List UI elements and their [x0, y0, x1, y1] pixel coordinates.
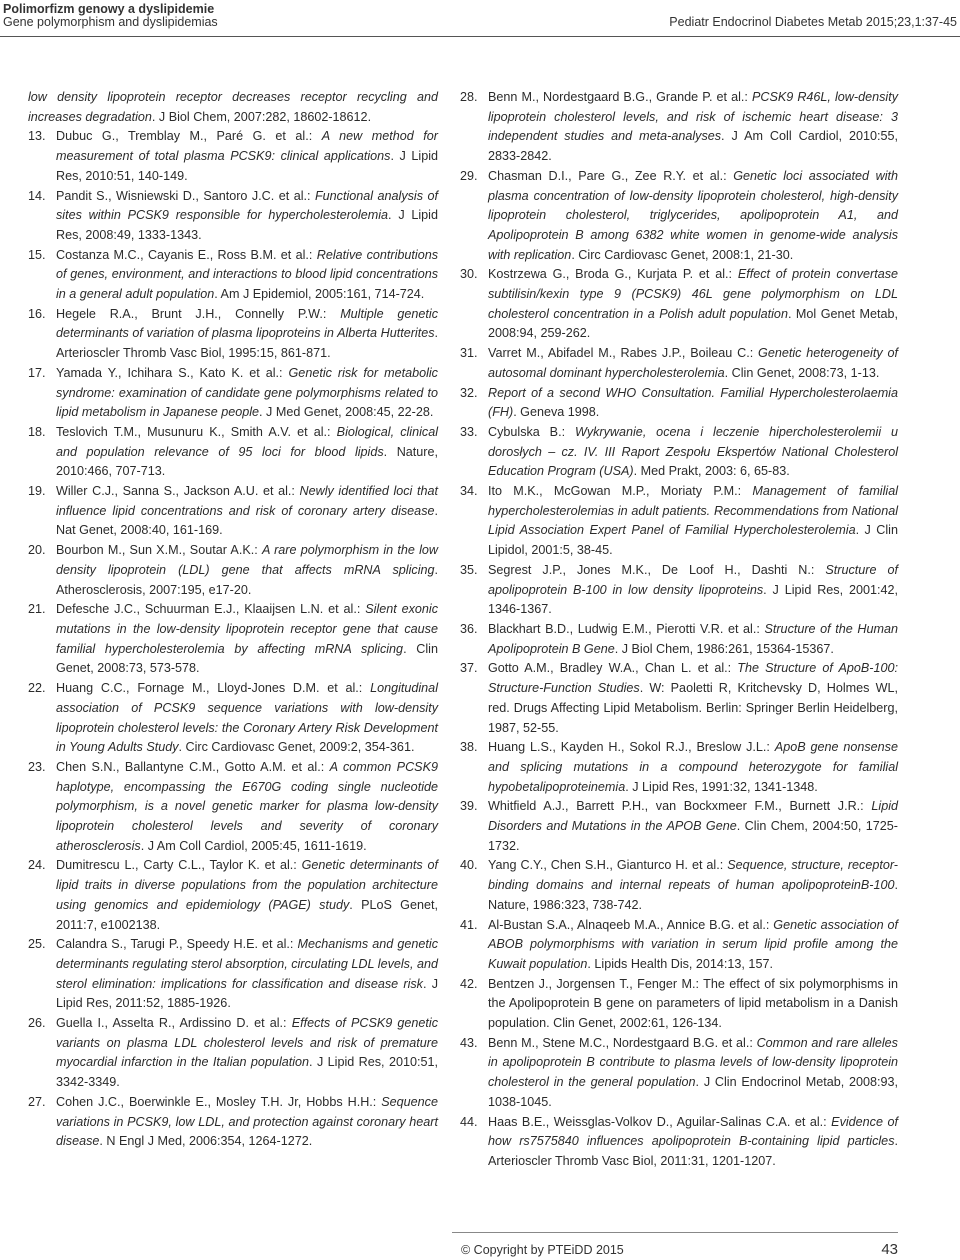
reference-item	[460, 344, 898, 383]
reference-authors: Bentzen J., Jorgensen T., Fenger M.: The effect of six polymorphisms in the Apolipoprotein B gene on parameters of lipid metabolism in a Danish population. Clin Genet, 2002:61, 126-134.	[488, 976, 898, 1031]
reference-number: 17.	[28, 365, 46, 380]
reference-source: . Geneva 1998.	[513, 405, 600, 420]
reference-authors: Al-Bustan S.A., Alnaqeeb M.A., Annice B.G. et al.:	[488, 917, 774, 932]
reference-title: Evidence of how rs7575840 influences apolipoprotein B-containing lipid particles	[488, 1114, 898, 1149]
reference-title: Sequence variations in PCSK9, low LDL, and protection against coronary heart disease	[56, 1094, 438, 1149]
reference-authors: Segrest J.P., Jones M.K., De Loof H., Dashti N.:	[488, 562, 826, 577]
reference-source: . J Lipid Res, 2008:49, 1333-1343.	[56, 208, 438, 242]
reference-source: . Am J Epidemiol, 2005:161, 714-724.	[214, 287, 425, 302]
reference-item	[460, 975, 898, 1034]
reference-number: 40.	[460, 858, 478, 873]
reference-title: PCSK9 R46L, low-density lipoprotein cholesterol levels, and risk of ischemic heart disease: 3 independent studies and meta-analyses	[488, 90, 898, 144]
reference-source: . Mol Genet Metab, 2008:94, 259-262.	[488, 306, 898, 341]
reference-source: . Circ Cardiovasc Genet, 2009:2, 354-361.	[178, 740, 415, 755]
reference-title: Relative contributions of genes, environment, and interactions to blood lipid concentrations in a general adult population	[56, 247, 439, 302]
reference-title: Genetic risk for metabolic syndrome: examination of candidate gene polymorphisms related to lipid metabolism in Japanese people	[56, 365, 438, 420]
reference-source: . J Lipid Res, 2001:42, 1346-1367.	[488, 582, 899, 617]
reference-title: Multiple genetic determinants of variation of plasma lipoproteins in Alberta Hutterites	[56, 306, 438, 341]
reference-authors: Huang C.C., Fornage M., Lloyd-Jones D.M. et al.:	[56, 681, 371, 696]
reference-source: . Arterioscler Thromb Vasc Biol, 2011:31, 1201-1207.	[488, 1134, 898, 1168]
reference-source: . Clin Chem, 2004:50, 1725-1732.	[488, 819, 899, 853]
reference-source: . J Lipid Res, 2011:52, 1885-1926.	[56, 976, 438, 1011]
reference-authors: Willer C.J., Sanna S., Jackson A.U. et al.:	[56, 484, 300, 499]
reference-authors: Yang C.Y., Chen S.H., Gianturco H. et al.:	[488, 858, 728, 873]
reference-number: 20.	[28, 543, 46, 558]
reference-source: . J Biol Chem, 1986:261, 15364-15367.	[614, 641, 834, 656]
reference-authors: Huang L.S., Kayden H., Sokol R.J., Breslow J.L.:	[488, 740, 775, 755]
reference-source: . PLoS Genet, 2011:7, e1002138.	[56, 897, 438, 932]
reference-number: 39.	[460, 799, 478, 814]
reference-item	[460, 423, 898, 482]
reference-item	[460, 659, 898, 738]
reference-number: 44.	[460, 1114, 478, 1129]
header-divider	[0, 36, 960, 37]
reference-authors: Dubuc G., Tremblay M., Paré G. et al.:	[56, 129, 322, 144]
reference-title: Structure of the Human Apolipoprotein B Gene	[488, 621, 898, 656]
reference-number: 32.	[460, 385, 478, 400]
reference-source: . N Engl J Med, 2006:354, 1264-1272.	[99, 1134, 313, 1149]
reference-source: . J Am Coll Cardiol, 2010:55, 2833-2842.	[488, 129, 898, 164]
reference-source: . Nature, 2010:466, 707-713.	[56, 444, 438, 479]
reference-authors: Yamada Y., Ichihara S., Kato K. et al.:	[56, 365, 289, 380]
reference-title: Longitudinal association of PCSK9 sequence variations with low-density lipoprotein cholesterol levels: the Coronary Artery Risk Development in Young Adults Study	[56, 681, 438, 755]
reference-number: 38.	[460, 740, 478, 755]
reference-authors: Chen S.N., Ballantyne C.M., Gotto A.M. et al.:	[56, 759, 330, 774]
reference-item	[28, 758, 438, 857]
reference-source: . Arterioscler Thromb Vasc Biol, 1995:15, 861-871.	[56, 326, 438, 361]
reference-source: . Atherosclerosis, 2007:195, e17-20.	[56, 562, 438, 597]
reference-authors: Whitfield A.J., Barrett P.H., van Bockxmeer F.M., Burnett J.R.:	[488, 799, 872, 814]
reference-authors: Benn M., Stene M.C., Nordestgaard B.G. et al.:	[488, 1035, 757, 1050]
reference-authors: Ito M.K., McGowan M.P., Moriaty P.M.:	[488, 484, 753, 499]
reference-item	[460, 88, 898, 167]
reference-number: 27.	[28, 1094, 46, 1109]
reference-item	[28, 856, 438, 935]
reference-source: . J Am Coll Cardiol, 2005:45, 1611-1619.	[140, 838, 367, 853]
reference-number: 14.	[28, 188, 46, 203]
reference-authors: Chasman D.I., Pare G., Zee R.Y. et al.:	[488, 168, 734, 183]
reference-title: Biological, clinical and population relevance of 95 loci for blood lipids	[56, 424, 438, 459]
reference-number: 42.	[460, 976, 478, 991]
reference-number: 34.	[460, 484, 478, 499]
reference-authors: Costanza M.C., Cayanis E., Ross B.M. et al.:	[56, 247, 317, 262]
reference-number: 19.	[28, 484, 46, 499]
reference-authors: Dumitrescu L., Carty C.L., Taylor K. et al.:	[56, 858, 302, 873]
reference-title: Effects of PCSK9 genetic variants on plasma LDL cholesterol levels and risk of premature myocardial infarction in the Italian population	[56, 1016, 438, 1070]
journal-citation: Pediatr Endocrinol Diabetes Metab 2015;23,1:37-45	[669, 15, 957, 29]
reference-authors: Kostrzewa G., Broda G., Kurjata P. et al.:	[488, 267, 738, 282]
reference-title: Genetic heterogeneity of autosomal dominant hypercholesterolemia	[488, 346, 898, 380]
reference-title: A common PCSK9 haplotype, encompassing the E670G coding single nucleotide polymorphism, is a novel genetic marker for plasma low-density lipoprotein cholesterol levels and severity of coronary atherosclerosis	[56, 759, 438, 853]
reference-item	[28, 364, 438, 423]
reference-item	[28, 305, 438, 364]
reference-title: Silent exonic mutations in the low-density lipoprotein receptor gene that cause familial hypercholesterolemia by affecting mRNA splicing	[56, 602, 439, 656]
reference-source: . J Biol Chem, 2007:282, 18602-18612.	[151, 109, 372, 124]
reference-item	[460, 856, 898, 915]
reference-source: . Nature, 1986:323, 738-742.	[488, 878, 898, 912]
reference-number: 30.	[460, 267, 478, 282]
reference-number: 22.	[28, 681, 46, 696]
reference-number: 26.	[28, 1016, 46, 1031]
reference-item	[460, 561, 898, 620]
reference-title: Wykrywanie, ocena i leczenie hipercholesterolemii u dorosłych – cz. IV. III Raport Zespołu Ekspertów National Cholesterol Education Program (USA)	[488, 424, 898, 479]
reference-authors: Benn M., Nordestgaard B.G., Grande P. et al.:	[488, 90, 752, 104]
reference-title: A new method for measurement of total plasma PCSK9: clinical applications	[56, 129, 438, 164]
reference-source: . Circ Cardiovasc Genet, 2008:1, 21-30.	[571, 247, 794, 262]
reference-item	[460, 797, 898, 856]
reference-item	[460, 482, 898, 561]
running-title-polish: Polimorfizm genowy a dyslipidemie	[3, 2, 215, 16]
reference-item	[28, 423, 438, 482]
reference-source: . J Lipid Res, 1991:32, 1341-1348.	[625, 779, 818, 794]
reference-number: 13.	[28, 129, 46, 144]
reference-item	[28, 679, 438, 758]
reference-title: A rare polymorphism in the low density lipoprotein (LDL) gene that affects mRNA splicing	[56, 543, 438, 577]
references-left-column	[28, 88, 438, 1152]
reference-title: ApoB gene nonsense and splicing mutations in a compound heterozygote for familial hypobetalipoproteinemia	[488, 740, 898, 794]
reference-source: . Clin Genet, 2008:73, 1-13.	[724, 365, 880, 380]
reference-title: The Structure of ApoB-100: Structure-Function Studies	[488, 661, 899, 696]
reference-number: 25.	[28, 937, 46, 952]
reference-title: Common and rare alleles in apolipoprotein B contribute to plasma levels of low-density lipoprotein cholesterol in the general population	[488, 1035, 898, 1090]
reference-authors: Varret M., Abifadel M., Rabes J.P., Boileau C.:	[488, 346, 759, 361]
reference-source: . J Lipid Res, 2010:51, 3342-3349.	[56, 1055, 438, 1090]
reference-title: Lipid Disorders and Mutations in the APOB Gene	[488, 799, 898, 834]
reference-title: Sequence, structure, receptor-binding domains and internal repeats of human apolipoproteinB-100	[488, 858, 898, 893]
reference-source: . Lipids Health Dis, 2014:13, 157.	[587, 956, 773, 971]
reference-item	[460, 1113, 898, 1172]
reference-source: . J Lipid Res, 2010:51, 140-149.	[56, 149, 439, 183]
footer-divider	[452, 1232, 898, 1233]
reference-source: . Med Prakt, 2003: 6, 65-83.	[633, 464, 790, 479]
reference-number: 16.	[28, 306, 46, 321]
reference-number: 15.	[28, 247, 46, 262]
reference-number: 29.	[460, 168, 478, 183]
reference-source: . W: Paoletti R, Kritchevsky D, Holmes WL, red. Drugs Affecting Lipid Metabolism. Berlin: Springer Berlin Heidelberg, 1987, 52-55.	[488, 681, 898, 735]
reference-item	[28, 482, 438, 541]
reference-authors: Blackhart B.D., Ludwig E.M., Pierotti V.R. et al.:	[488, 621, 765, 636]
reference-title: low density lipoprotein receptor decreases receptor recycling and increases degradation	[28, 90, 438, 124]
references-right-column	[460, 88, 898, 1172]
reference-authors: Guella I., Asselta R., Ardissino D. et al.:	[56, 1016, 292, 1031]
reference-source: . J Clin Lipidol, 2001:5, 38-45.	[488, 523, 898, 558]
reference-authors: Defesche J.C., Schuurman E.J., Klaaijsen L.N. et al.:	[56, 602, 366, 617]
reference-item	[28, 1014, 438, 1093]
reference-authors: Teslovich T.M., Musunuru K., Smith A.V. et al.:	[56, 424, 337, 439]
reference-authors: Cybulska B.:	[488, 424, 575, 439]
reference-item	[28, 127, 438, 186]
reference-item	[28, 935, 438, 1014]
reference-item	[460, 620, 898, 659]
reference-item	[28, 246, 438, 305]
reference-item	[28, 1093, 438, 1152]
reference-title: Genetic loci associated with plasma concentration of low-density lipoprotein cholesterol, high-density lipoprotein cholesterol, triglycerides, apolipoprotein A1, and Apolipoprotein B among 6382 white women in genome-wide analysis with replication	[488, 168, 898, 262]
reference-number: 21.	[28, 602, 46, 617]
reference-item	[460, 265, 898, 344]
reference-number: 24.	[28, 858, 46, 873]
reference-number: 18.	[28, 424, 46, 439]
reference-number: 35.	[460, 562, 478, 577]
reference-authors: Haas B.E., Weissglas-Volkov D., Aguilar-Salinas C.A. et al.:	[488, 1114, 832, 1129]
reference-item	[460, 916, 898, 975]
reference-title: Functional analysis of sites within PCSK9 responsible for hypercholesterolemia	[56, 188, 438, 223]
reference-authors: Bourbon M., Sun X.M., Soutar A.K.:	[56, 543, 262, 558]
reference-authors: Hegele R.A., Brunt J.H., Connelly P.W.:	[56, 306, 341, 321]
reference-number: 36.	[460, 621, 478, 636]
reference-item	[28, 88, 438, 127]
reference-title: Genetic determinants of lipid traits in diverse populations from the population architecture using genomics and epidemiology (PAGE) study	[56, 858, 438, 912]
reference-item	[460, 384, 898, 423]
reference-title: Newly identified loci that influence lipid concentrations and risk of coronary artery disease	[56, 484, 438, 518]
reference-number: 43.	[460, 1035, 478, 1050]
reference-item	[460, 167, 898, 266]
reference-number: 31.	[460, 346, 478, 361]
reference-authors: Cohen J.C., Boerwinkle E., Mosley T.H. Jr, Hobbs H.H.:	[56, 1094, 382, 1109]
reference-authors: Gotto A.M., Bradley W.A., Chan L. et al.:	[488, 661, 738, 676]
copyright-notice: © Copyright by PTEiDD 2015	[461, 1243, 624, 1257]
reference-title: Mechanisms and genetic determinants regulating sterol absorption, circulating LDL levels, and sterol elimination: implications for classification and disease risk	[56, 937, 438, 991]
reference-title: Effect of protein convertase subtilisin/kexin type 9 (PCSK9) 46L gene polymorphism on LDL cholesterol concentration in a Polish adult population	[488, 267, 898, 321]
reference-number: 37.	[460, 661, 478, 676]
reference-item	[28, 541, 438, 600]
reference-authors: Calandra S., Tarugi P., Speedy H.E. et al.:	[56, 937, 298, 952]
reference-source: . Nat Genet, 2008:40, 161-169.	[56, 503, 438, 538]
reference-number: 41.	[460, 917, 478, 932]
reference-authors: Pandit S., Wisniewski D., Santoro J.C. et al.:	[56, 188, 315, 203]
reference-item	[28, 187, 438, 246]
reference-title: Management of familial hypercholesterolemias in adult patients. Recommendations from National Lipid Association Expert Panel of Familial Hypercholesterolemia	[488, 484, 899, 538]
page-header	[0, 0, 960, 40]
reference-source: . Clin Genet, 2008:73, 573-578.	[56, 641, 438, 676]
reference-number: 28.	[460, 90, 478, 104]
reference-source: . J Clin Endocrinol Metab, 2008:93, 1038-1045.	[488, 1075, 899, 1109]
reference-source: . J Med Genet, 2008:45, 22-28.	[259, 405, 434, 420]
reference-item	[460, 738, 898, 797]
reference-item	[460, 1034, 898, 1113]
page-number: 43	[881, 1241, 898, 1258]
reference-title: Report of a second WHO Consultation. Familial Hypercholesterolaemia (FH)	[488, 385, 898, 420]
running-title-english: Gene polymorphism and dyslipidemias	[3, 15, 218, 29]
reference-item	[28, 600, 438, 679]
reference-title: Structure of apolipoprotein B-100 in low density lipoproteins	[488, 562, 898, 597]
reference-number: 33.	[460, 424, 478, 439]
reference-number: 23.	[28, 759, 46, 774]
reference-title: Genetic association of ABOB polymorphisms with variation in serum lipid profile among the Kuwait population	[488, 917, 898, 971]
